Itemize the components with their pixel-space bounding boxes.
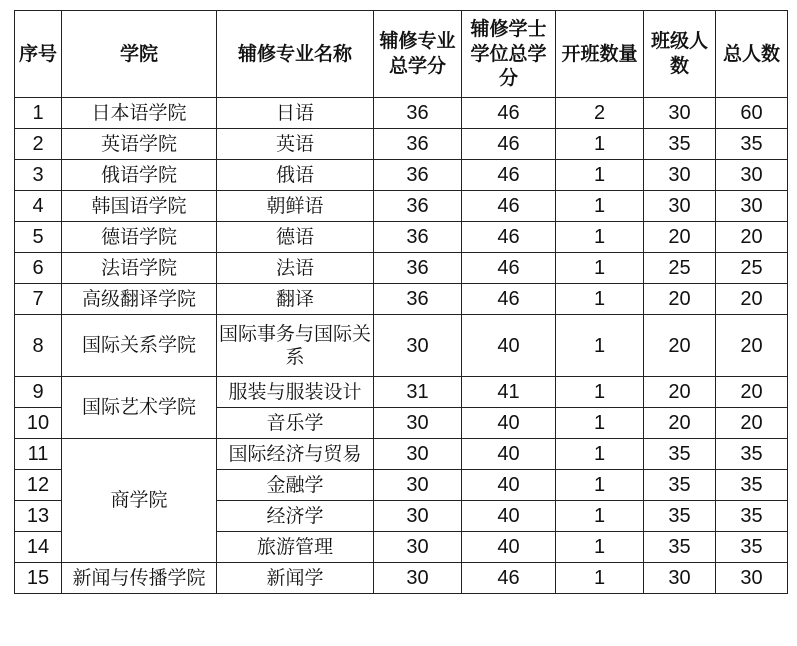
- cell-major: 俄语: [217, 160, 374, 191]
- cell-college: 德语学院: [62, 222, 217, 253]
- cell-classes: 1: [556, 501, 644, 532]
- cell-class-size: 30: [644, 98, 716, 129]
- cell-credits: 30: [374, 408, 462, 439]
- cell-credits: 31: [374, 377, 462, 408]
- cell-degree-credits: 40: [462, 439, 556, 470]
- cell-total: 35: [716, 439, 788, 470]
- cell-college: 日本语学院: [62, 98, 217, 129]
- header-major-credits: 辅修专业总学分: [374, 11, 462, 98]
- cell-credits: 36: [374, 98, 462, 129]
- cell-classes: 1: [556, 315, 644, 377]
- cell-class-size: 20: [644, 315, 716, 377]
- cell-college: 国际艺术学院: [62, 377, 217, 439]
- cell-degree-credits: 46: [462, 222, 556, 253]
- cell-major: 音乐学: [217, 408, 374, 439]
- cell-classes: 1: [556, 377, 644, 408]
- table-row: [15, 253, 788, 284]
- header-total: 总人数: [716, 11, 788, 98]
- cell-major: 国际经济与贸易: [217, 439, 374, 470]
- cell-classes: 1: [556, 253, 644, 284]
- cell-major: 服装与服装设计: [217, 377, 374, 408]
- cell-major: 日语: [217, 98, 374, 129]
- table-row: [15, 439, 788, 470]
- cell-degree-credits: 40: [462, 470, 556, 501]
- cell-index: 13: [15, 501, 62, 532]
- cell-degree-credits: 40: [462, 408, 556, 439]
- cell-class-size: 30: [644, 191, 716, 222]
- cell-index: 12: [15, 470, 62, 501]
- cell-class-size: 35: [644, 470, 716, 501]
- cell-total: 30: [716, 191, 788, 222]
- cell-classes: 1: [556, 222, 644, 253]
- cell-classes: 1: [556, 160, 644, 191]
- cell-total: 20: [716, 222, 788, 253]
- table-row: [15, 129, 788, 160]
- cell-credits: 36: [374, 160, 462, 191]
- table-row: [15, 191, 788, 222]
- cell-college: 韩国语学院: [62, 191, 217, 222]
- cell-credits: 36: [374, 222, 462, 253]
- cell-class-size: 30: [644, 563, 716, 594]
- header-row: [15, 11, 788, 98]
- cell-total: 60: [716, 98, 788, 129]
- cell-degree-credits: 46: [462, 129, 556, 160]
- cell-class-size: 20: [644, 377, 716, 408]
- header-class-size: 班级人数: [644, 11, 716, 98]
- cell-index: 3: [15, 160, 62, 191]
- cell-college: 英语学院: [62, 129, 217, 160]
- cell-college: 高级翻译学院: [62, 284, 217, 315]
- cell-class-size: 30: [644, 160, 716, 191]
- cell-classes: 1: [556, 284, 644, 315]
- header-college: 学院: [62, 11, 217, 98]
- cell-credits: 30: [374, 501, 462, 532]
- cell-major: 英语: [217, 129, 374, 160]
- cell-major: 旅游管理: [217, 532, 374, 563]
- cell-degree-credits: 40: [462, 315, 556, 377]
- cell-class-size: 35: [644, 532, 716, 563]
- cell-college: 国际关系学院: [62, 315, 217, 377]
- cell-major: 金融学: [217, 470, 374, 501]
- cell-total: 20: [716, 284, 788, 315]
- cell-classes: 1: [556, 439, 644, 470]
- cell-total: 30: [716, 563, 788, 594]
- cell-index: 9: [15, 377, 62, 408]
- cell-classes: 1: [556, 532, 644, 563]
- table-row: [15, 160, 788, 191]
- header-index: 序号: [15, 11, 62, 98]
- header-degree-credits: 辅修学士学位总学分: [462, 11, 556, 98]
- cell-index: 6: [15, 253, 62, 284]
- cell-degree-credits: 46: [462, 160, 556, 191]
- header-major-name: 辅修专业名称: [217, 11, 374, 98]
- cell-credits: 30: [374, 563, 462, 594]
- cell-credits: 36: [374, 191, 462, 222]
- cell-credits: 36: [374, 253, 462, 284]
- cell-index: 11: [15, 439, 62, 470]
- cell-degree-credits: 46: [462, 191, 556, 222]
- cell-index: 4: [15, 191, 62, 222]
- cell-classes: 1: [556, 129, 644, 160]
- cell-index: 7: [15, 284, 62, 315]
- cell-credits: 36: [374, 284, 462, 315]
- cell-college: 俄语学院: [62, 160, 217, 191]
- table-row: [15, 377, 788, 408]
- cell-degree-credits: 46: [462, 98, 556, 129]
- cell-major: 新闻学: [217, 563, 374, 594]
- cell-total: 35: [716, 532, 788, 563]
- cell-degree-credits: 40: [462, 501, 556, 532]
- cell-major: 法语: [217, 253, 374, 284]
- cell-degree-credits: 46: [462, 284, 556, 315]
- cell-major: 朝鲜语: [217, 191, 374, 222]
- cell-total: 35: [716, 470, 788, 501]
- cell-class-size: 25: [644, 253, 716, 284]
- cell-total: 20: [716, 315, 788, 377]
- cell-major: 国际事务与国际关系: [217, 315, 374, 377]
- cell-class-size: 20: [644, 408, 716, 439]
- cell-total: 30: [716, 160, 788, 191]
- cell-credits: 30: [374, 439, 462, 470]
- cell-total: 20: [716, 377, 788, 408]
- cell-index: 15: [15, 563, 62, 594]
- cell-class-size: 35: [644, 439, 716, 470]
- cell-class-size: 35: [644, 129, 716, 160]
- cell-index: 8: [15, 315, 62, 377]
- cell-index: 2: [15, 129, 62, 160]
- cell-total: 35: [716, 501, 788, 532]
- cell-class-size: 20: [644, 284, 716, 315]
- cell-index: 1: [15, 98, 62, 129]
- cell-credits: 30: [374, 470, 462, 501]
- cell-classes: 1: [556, 408, 644, 439]
- cell-classes: 1: [556, 191, 644, 222]
- cell-degree-credits: 40: [462, 532, 556, 563]
- cell-index: 5: [15, 222, 62, 253]
- cell-degree-credits: 46: [462, 563, 556, 594]
- cell-classes: 1: [556, 563, 644, 594]
- cell-major: 德语: [217, 222, 374, 253]
- cell-credits: 36: [374, 129, 462, 160]
- cell-degree-credits: 41: [462, 377, 556, 408]
- cell-college: 法语学院: [62, 253, 217, 284]
- minor-programs-table: [14, 10, 788, 594]
- cell-index: 10: [15, 408, 62, 439]
- cell-total: 20: [716, 408, 788, 439]
- cell-major: 经济学: [217, 501, 374, 532]
- cell-total: 25: [716, 253, 788, 284]
- cell-credits: 30: [374, 315, 462, 377]
- table-row: [15, 284, 788, 315]
- cell-college: 商学院: [62, 439, 217, 563]
- table-row: [15, 315, 788, 377]
- table-row: [15, 563, 788, 594]
- cell-classes: 2: [556, 98, 644, 129]
- cell-credits: 30: [374, 532, 462, 563]
- cell-degree-credits: 46: [462, 253, 556, 284]
- cell-class-size: 35: [644, 501, 716, 532]
- cell-major: 翻译: [217, 284, 374, 315]
- cell-class-size: 20: [644, 222, 716, 253]
- cell-classes: 1: [556, 470, 644, 501]
- cell-college: 新闻与传播学院: [62, 563, 217, 594]
- table-row: [15, 222, 788, 253]
- header-class-count: 开班数量: [556, 11, 644, 98]
- cell-total: 35: [716, 129, 788, 160]
- cell-index: 14: [15, 532, 62, 563]
- table-row: [15, 98, 788, 129]
